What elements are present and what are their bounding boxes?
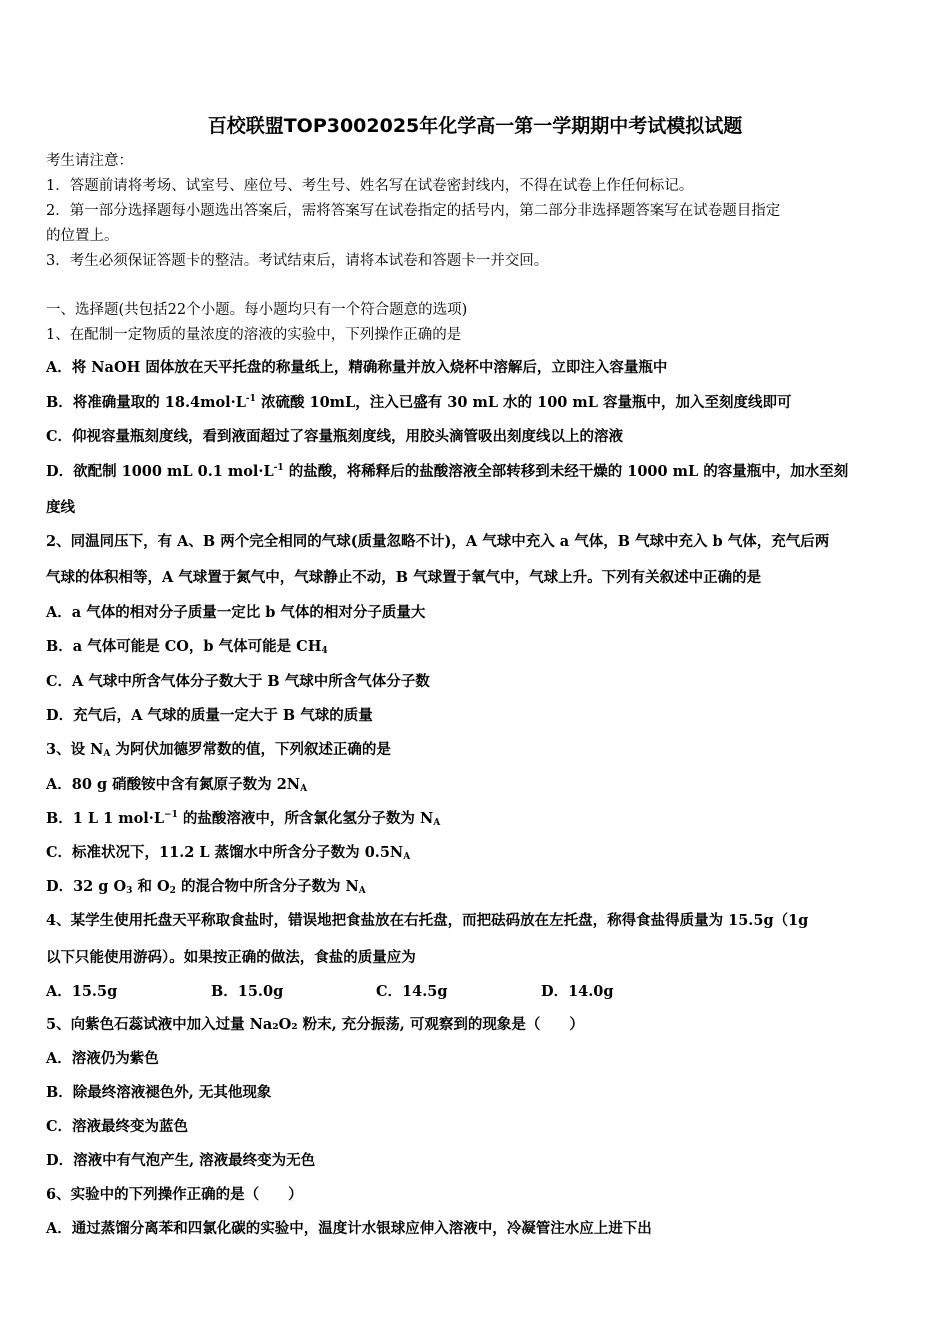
question-6-option-a: A．通过蒸馏分离苯和四氯化碳的实验中，温度计水银球应伸入溶液中，冷凝管注水应上进下出 <box>46 1220 652 1237</box>
question-5-stem: 5、向紫色石蕊试液中加入过量 Na₂O₂ 粉末, 充分振荡, 可观察到的现象是（ ） <box>46 1016 584 1033</box>
question-4-option-d: D．14.0g <box>541 983 614 1000</box>
question-2-stem-cont: 气球的体积相等，A 气球置于氮气中，气球静止不动，B 气球置于氧气中，气球上升。下列有关叙述中正确的是 <box>46 569 762 586</box>
notice-heading: 考生请注意： <box>46 153 133 169</box>
question-2-option-a: A．a 气体的相对分子质量一定比 b 气体的相对分子质量大 <box>46 604 426 621</box>
question-5-option-c: C．溶液最终变为蓝色 <box>46 1118 189 1135</box>
notice-item: 1．答题前请将考场、试室号、座位号、考生号、姓名写在试卷密封线内，不得在试卷上作任何标记。 <box>46 178 694 194</box>
question-1-option-a: A．将 NaOH 固体放在天平托盘的称量纸上，精确称量并放入烧杯中溶解后，立即注入容量瓶中 <box>46 359 668 376</box>
question-3-stem: 3、设 $N_A$ 为阿伏加德罗常数的值，下列叙述正确的是 <box>46 741 391 759</box>
question-2-stem: 2、同温同压下，有 A、B 两个完全相同的气球(质量忽略不计)，A 气球中充入 a 气体，B 气球中充入 b 气体，充气后两 <box>46 533 830 550</box>
question-4-option-b: B．15.0g <box>211 983 284 1000</box>
page-title: 百校联盟TOP3002025年化学高一第一学期期中考试模拟试题 <box>207 115 743 137</box>
question-4-option-c: C．14.5g <box>376 983 448 1000</box>
question-5-option-a: A．溶液仍为紫色 <box>46 1050 159 1067</box>
question-6-stem: 6、实验中的下列操作正确的是（ ） <box>46 1186 303 1203</box>
question-5-option-b: B．除最终溶液褪色外, 无其他现象 <box>46 1084 272 1101</box>
question-1-option-d: D．欲配制 1000 mL 0.1 $mol\cdot L^{-1}$ 的盐酸，将稀释后的盐酸溶液全部转移到未经干燥的 1000 mL 的容量瓶中，加水至刻 <box>46 463 849 480</box>
question-1-option-b: B．将准确量取的 $18.4mol\cdot L^{-1}$ 浓硫酸 10mL，注入已盛有 30 mL 水的 100 mL 容量瓶中，加入至刻度线即可 <box>46 394 792 411</box>
question-2-option-c: C．A 气球中所含气体分子数大于 B 气球中所含气体分子数 <box>46 673 430 690</box>
question-4-options <box>46 982 910 1002</box>
question-3-option-b: B．1 L 1 $mol\cdot L^{-1}$ 的盐酸溶液中，所含氯化氢分子数为 $N_A$ <box>46 810 441 828</box>
question-3-option-a: A．80 g 硝酸铵中含有氮原子数为 $2N_A$ <box>46 776 308 794</box>
question-5-option-d: D．溶液中有气泡产生, 溶液最终变为无色 <box>46 1152 316 1169</box>
question-2-option-d: D．充气后，A 气球的质量一定大于 B 气球的质量 <box>46 707 373 724</box>
notice-item: 的位置上。 <box>46 228 119 244</box>
question-3-option-d: D．32 g $O_3$ 和 $O_2$ 的混合物中所含分子数为 $N_A$ <box>46 878 366 896</box>
question-1-option-d-cont: 度线 <box>46 499 75 516</box>
question-3-option-c: C．标准状况下，11.2 L 蒸馏水中所含分子数为 $0.5N_A$ <box>46 844 411 862</box>
question-2-option-b: B．a 气体可能是 CO，b 气体可能是 $CH_4$ <box>46 638 328 656</box>
question-4-stem: 4、某学生使用托盘天平称取食盐时，错误地把食盐放在右托盘，而把砝码放在左托盘，称得食盐得质量为 15.5g（1g <box>46 912 809 929</box>
notice-item: 2．第一部分选择题每小题选出答案后，需将答案写在试卷指定的括号内，第二部分非选择题答案写在试卷题目指定 <box>46 203 781 219</box>
question-4-stem-cont: 以下只能使用游码）。如果按正确的做法，食盐的质量应为 <box>46 949 416 966</box>
section-heading: 一、选择题(共包括22个小题。每小题均只有一个符合题意的选项) <box>46 302 468 318</box>
question-4-option-a: A．15.5g <box>46 983 118 1000</box>
question-1-option-c: C．仰视容量瓶刻度线，看到液面超过了容量瓶刻度线，用胶头滴管吸出刻度线以上的溶液 <box>46 428 624 445</box>
notice-item: 3．考生必须保证答题卡的整洁。考试结束后，请将本试卷和答题卡一并交回。 <box>46 253 549 269</box>
question-1-stem: 1、在配制一定物质的量浓度的溶液的实验中，下列操作正确的是 <box>46 327 462 343</box>
